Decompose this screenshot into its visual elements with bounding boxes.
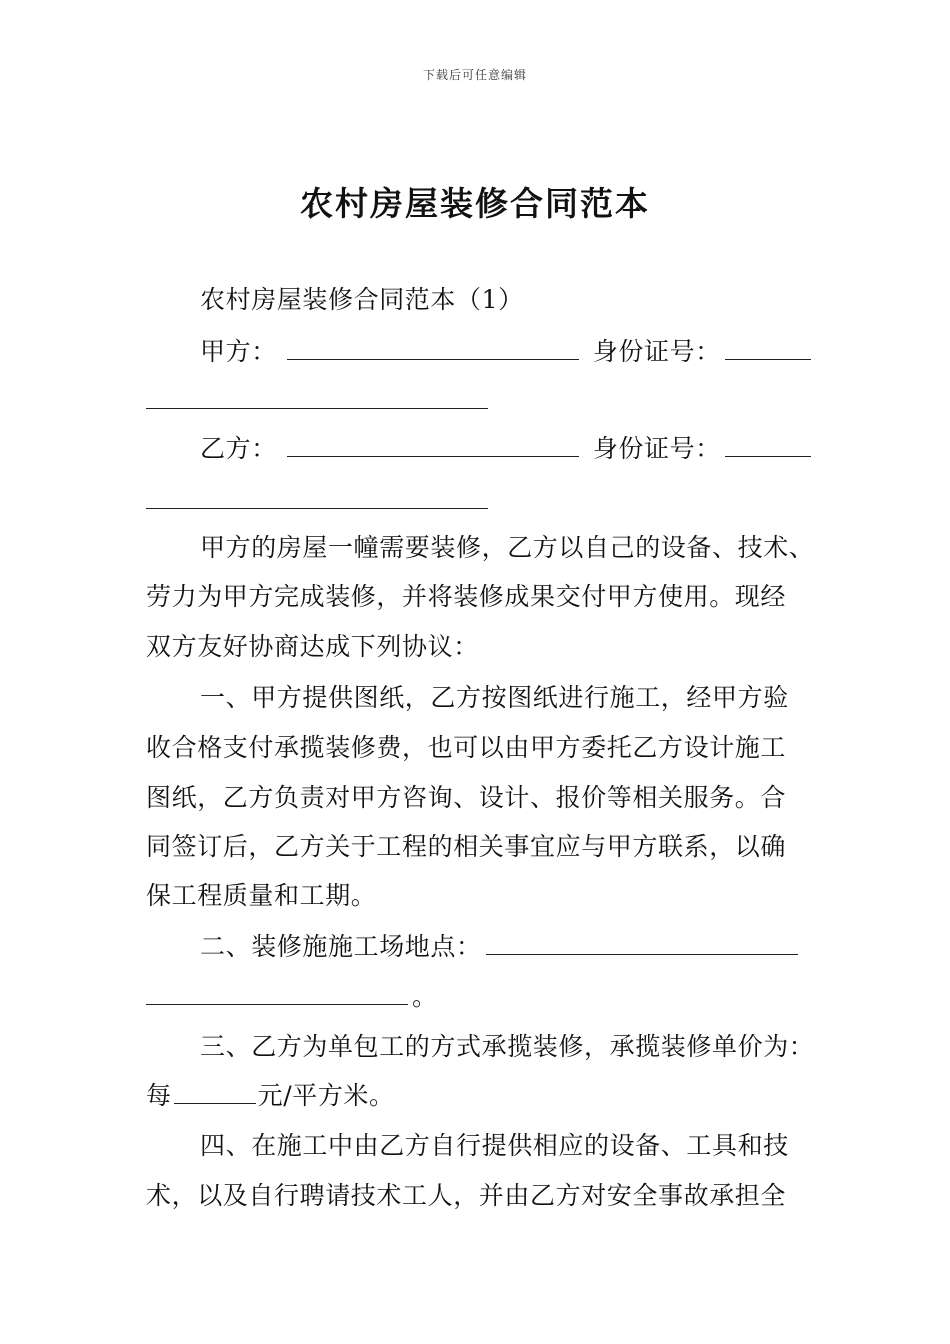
clause-1-line-1: 一、甲方提供图纸，乙方按图纸进行施工，经甲方验 [200, 683, 789, 712]
document-title: 农村房屋装修合同范本 [300, 184, 650, 223]
header-note: 下载后可任意编辑 [422, 68, 527, 82]
clause-2-line-1 [200, 932, 802, 962]
party-b-label: 乙方： [200, 434, 277, 463]
clause-4-line-2: 术，以及自行聘请技术工人，并由乙方对安全事故承担全 [146, 1181, 787, 1210]
clause-3-line-2 [146, 1081, 395, 1111]
clause-2-line-2 [146, 982, 438, 1012]
intro-line-2: 劳力为甲方完成装修，并将装修成果交付甲方使用。现经 [146, 582, 787, 611]
site-address-blank[interactable] [486, 932, 798, 955]
party-a-id-blank-continued[interactable] [146, 408, 488, 409]
party-a-label: 甲方： [200, 337, 277, 366]
clause-1-line-2: 收合格支付承揽装修费，也可以由甲方委托乙方设计施工 [146, 733, 787, 762]
party-a-id-blank[interactable] [725, 337, 811, 360]
party-a-name-blank[interactable] [287, 337, 579, 360]
party-b-id-label: 身份证号： [592, 434, 721, 463]
intro-line-3: 双方友好协商达成下列协议： [146, 632, 479, 661]
clause-2-end: 。 [412, 982, 438, 1011]
clause-3-line-1: 三、乙方为单包工的方式承揽装修，承揽装修单价为： [200, 1032, 815, 1061]
intro-line-1: 甲方的房屋一幢需要装修，乙方以自己的设备、技术、 [200, 533, 815, 562]
clause-4-line-1: 四、在施工中由乙方自行提供相应的设备、工具和技 [200, 1131, 789, 1160]
party-a-id-label: 身份证号： [592, 337, 721, 366]
party-b-name-blank[interactable] [287, 434, 579, 457]
party-b-id-blank[interactable] [725, 434, 811, 457]
clause-3-suffix: 元/平方米。 [257, 1081, 395, 1110]
clause-3-prefix: 每 [146, 1081, 172, 1110]
unit-price-blank[interactable] [174, 1081, 256, 1104]
party-a-line [200, 337, 815, 367]
party-b-id-blank-continued[interactable] [146, 508, 488, 509]
clause-1-line-3: 图纸，乙方负责对甲方咨询、设计、报价等相关服务。合 [146, 783, 787, 812]
clause-1-line-4: 同签订后，乙方关于工程的相关事宜应与甲方联系，以确 [146, 832, 787, 861]
site-address-blank-continued[interactable] [146, 982, 408, 1005]
subtitle: 农村房屋装修合同范本（1） [200, 285, 524, 314]
clause-2-label: 二、装修施施工场地点： [200, 932, 482, 961]
party-b-line [200, 434, 815, 464]
clause-1-line-5: 保工程质量和工期。 [146, 881, 377, 910]
